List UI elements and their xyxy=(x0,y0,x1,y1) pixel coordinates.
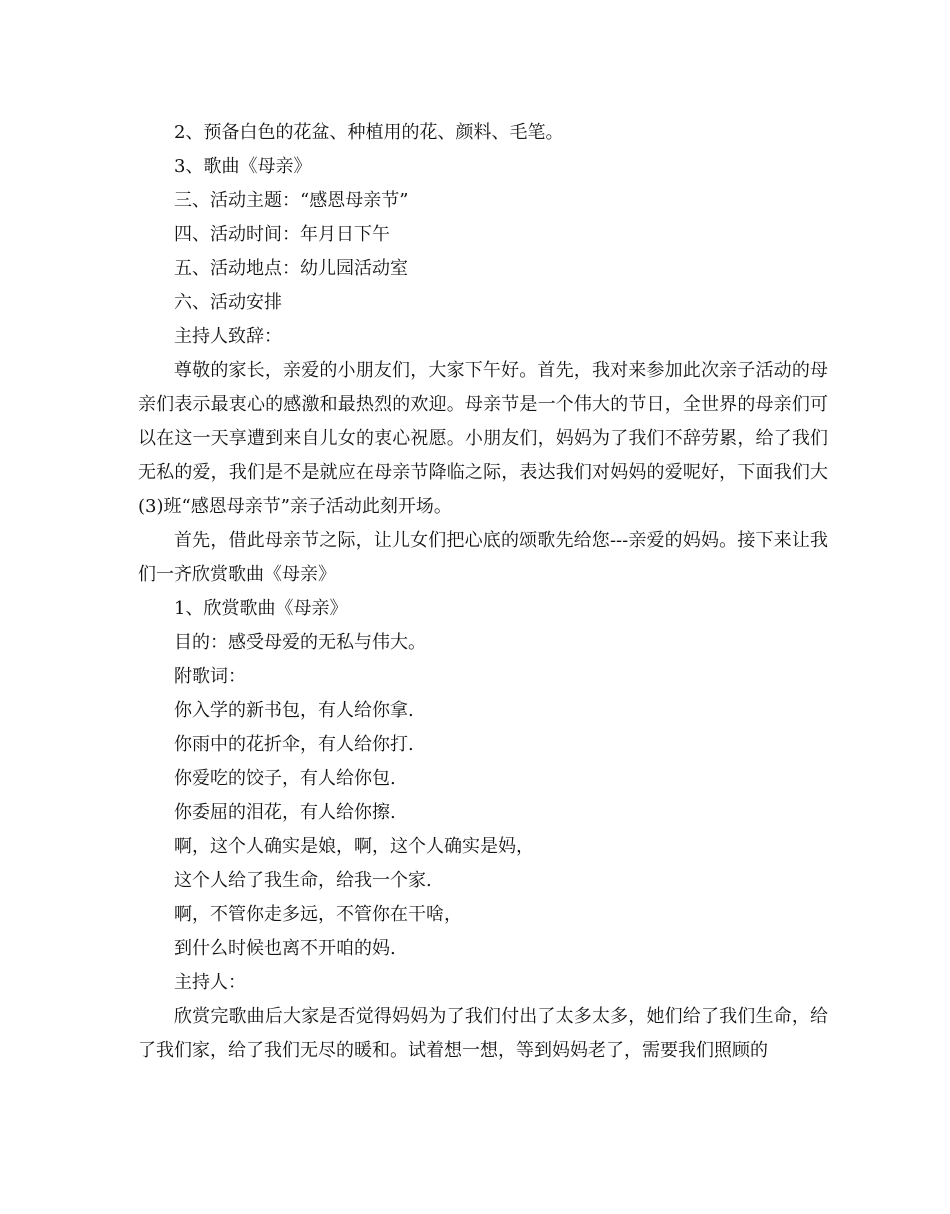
lyric-line: 这个人给了我生命，给我一个家. xyxy=(174,870,432,891)
section-heading: 六、活动安排 xyxy=(174,292,282,313)
text-line: 1、欣赏歌曲《母亲》 xyxy=(174,598,348,619)
lyric-line: 你委屈的泪花，有人给你擦. xyxy=(174,802,396,823)
text-line: 3、歌曲《母亲》 xyxy=(174,156,312,177)
text-line: 2、预备白色的花盆、种植用的花、颜料、毛笔。 xyxy=(174,122,564,143)
lyric-line: 啊，这个人确实是娘，啊，这个人确实是妈， xyxy=(174,836,534,857)
document-body xyxy=(138,116,828,1068)
section-heading: 四、活动时间：年月日下午 xyxy=(174,224,390,245)
text-line: 目的：感受母爱的无私与伟大。 xyxy=(174,632,426,653)
text-line: 主持人致辞： xyxy=(174,326,282,347)
text-line: 附歌词： xyxy=(174,666,246,687)
paragraph: 欣赏完歌曲后大家是否觉得妈妈为了我们付出了太多太多，她们给了我们生命，给了我们家，给了我们无尽的暖和。试着想一想，等到妈妈老了，需要我们照顾的 xyxy=(138,1006,828,1061)
lyric-line: 你入学的新书包，有人给你拿. xyxy=(174,700,414,721)
lyric-line: 啊，不管你走多远，不管你在干啥， xyxy=(174,904,462,925)
section-heading: 三、活动主题：“感恩母亲节” xyxy=(174,190,409,211)
section-heading: 五、活动地点：幼儿园活动室 xyxy=(174,258,408,279)
text-line: 主持人： xyxy=(174,972,246,993)
lyric-line: 你雨中的花折伞，有人给你打. xyxy=(174,734,414,755)
paragraph: 尊敬的家长，亲爱的小朋友们，大家下午好。首先，我对来参加此次亲子活动的母亲们表示最衷心的感激和最热烈的欢迎。母亲节是一个伟大的节日，全世界的母亲们可以在这一天享遭到来自儿女的衷心祝愿。小朋友们，妈妈为了我们不辞劳累，给了我们无私的爱，我们是不是就应在母亲节降临之际，表达我们对妈妈的爱呢好，下面我们大(3)班“感恩母亲节”亲子活动此刻开场。 xyxy=(138,360,828,517)
paragraph: 首先，借此母亲节之际，让儿女们把心底的颂歌先给您---亲爱的妈妈。接下来让我们一齐欣赏歌曲《母亲》 xyxy=(138,530,828,585)
lyric-line: 到什么时候也离不开咱的妈. xyxy=(174,938,396,959)
lyric-line: 你爱吃的饺子，有人给你包. xyxy=(174,768,396,789)
